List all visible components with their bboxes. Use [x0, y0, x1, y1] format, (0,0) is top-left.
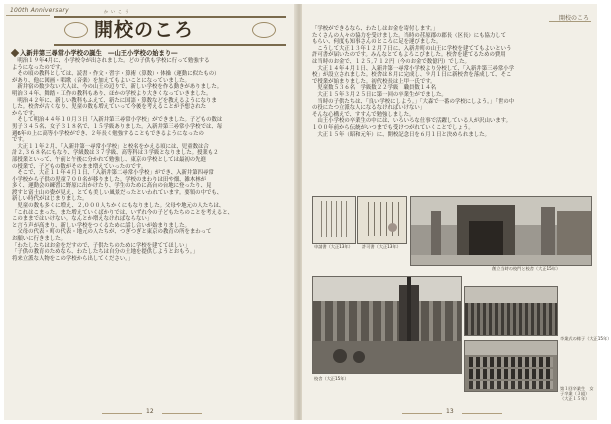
diamond-bullet-icon [11, 49, 19, 57]
photo-school-gate [410, 196, 592, 266]
page-number-right: 13 [446, 408, 454, 415]
title-ruby: かいこう [104, 9, 132, 14]
caption-photo3: 創立当時の校門と校舎（大正15年） [492, 266, 561, 271]
left-body-text: 明治１９年4月に、小学校令が出されました。どの子供も学校に行って勉強する ようになったのです。 その頃の教科としては、読書・作文・習字・算術（算数）・体操（運動に似たもの） があり、他に図画・唱歌（音楽）を加えてもよいことになっていました。 新井宿の数少ない大人は、今の山王の辺りで、新しい学校を作る動きがありました。 明治３４年、舞踏・工作の教科もあり、ほかの学校より大きくなっていきました。 明治４２年に、新しい教科もふえて、新たに国語・算数などを教えるようになりま した。校舎が古くなり、児童の数も増えていって今後を考えることが予想された からです。 そして明治４４年１０月３日「入新井第三尋常小学校」ができました。子どもの数は 男子３４５名、女子３１８名で、１５学級ありました。入新井第三尋常小学校では、毎 週6年の上に高等小学校ができ、２年長く勉強することもできるようになったの です。 大正１１年２月、「入新井第一尋常小学校」と校名をかえる頃には、児童数は合 計２,３６８名にもなり、学級数は３７学級、高等科は３学級となりました。授業も２ 部授業といって、午前と午後に分かれて勉強し、東京の学校としては最初の先進 の授業で、子どもの数がそのまま増えていったのです。 そこで、大正１１年４月１日、「入新井第二尋常小学校」ができ、入新井第四尋常 小学校から子供の児童７００名が移りました。学校のまわりは田や畑、雑木林が 多く、運動会の練習に野原に出かけたり、学生のために高台の台地に登ったり、見 渡すと富士山の姿が見え、とても美しい風景だったといわれています。要領の中でも、 新しい時代がはじまりました。 児童の数も多くに増え、２,０００人ちかくにもなりました。父母や地元の人たちは、 「これはこまった。また増えていくばかりでは、いずれ今の子どもたちのことを考えると、 このままではいけない。なんとか増えなければならない」 と言う声が高まり、新しい学校をつくるために話し合いが始まりました。 父母の代表・町の代表・地元の人たちが、つぎつぎと東京の教育の所をまわって お願いに行きました。 「わたしたちはお金をだすので、子供たちのために学校を建ててほしい」 「子供の教育のためなら、わたしたちは自分の土地を提供しようとおもう。」 将来立派な人物をこの学校から出してください。」 [12, 58, 234, 262]
caption-photo6: 第１回卒業生 女子卒業（３組）（大正１５年） [560, 386, 594, 401]
caption-photo2: 許可書（大正13年） [362, 244, 401, 249]
title-banner [54, 9, 286, 46]
photo-first-graduates [464, 340, 558, 392]
ornament-right-icon [252, 22, 276, 38]
ornament-left-icon [64, 22, 88, 38]
photo-graduation-ceremony [464, 286, 558, 336]
anniversary-label: 100th Anniversary [10, 7, 69, 14]
subheading-text: 入新井第三尋常小学校の誕生 ―山王小学校の始まり― [20, 50, 178, 57]
page-title: 開校のころ [94, 19, 195, 41]
photo-school-building [312, 276, 462, 374]
section-subheading [12, 48, 177, 57]
page-number-ornament-icon [402, 410, 442, 414]
right-page [301, 4, 611, 420]
right-body-text: 「学校ができるなら、わたしはお金を寄付します。」 たくさんの人々の協力を受けました。当時の荏原郡の郡長（区長）にも協力して もらい、何度も知事さんのところに足を運びました。 こうして大正１３年１２月７日に、入新井町の山王に学校を建ててもよいという 許可書が届いたのです。みんなとてもよろこびました。校舎を建てるための費用 は当時のお金で、１２５,７１２円（今のお金で数億円）でした。 大正１４年４月１日、入新井第一尋常小学校より分校して、「入新井第三尋常小学 校」が設立されました。校舎は８月に完成し、９月１日に新校舎を落成して、そこ で授業が始まりました。初代校長は上甲一氏です。 児童数５３６名 学級数２２学級 職員数１４名 大正１５年３月２５日に第一回の卒業生がでました。 当時の子供たちは、「良い学校にしよう。」「大森で一番の学校にしよう。」「世の中 の役にたつ立派な人になるなければいけない」 そんな心構えで、すすんで勉強しました。 山王小学校の卒業生の中には、いろいろな仕事で活躍している人が沢山います。 １００年前から伝統がいつまでも受けつがれていくことでしょう。 大正１５年（昭和元年）に、開校記念日を６月１日と決められました。 [312, 26, 515, 138]
caption-photo5: 卒業式の様子（大正15年） [560, 336, 611, 341]
photo-permit-document [357, 196, 407, 244]
page-number-left: 12 [146, 408, 154, 415]
running-header: 開校のころ [558, 15, 589, 22]
page-number-ornament-icon [462, 410, 502, 414]
caption-photo4: 校舎（大正15年） [314, 376, 349, 381]
left-page [4, 4, 297, 420]
page-number-ornament-icon [162, 410, 202, 414]
page-number-ornament-icon [102, 410, 142, 414]
caption-photo1: 申請書（大正13年） [314, 244, 353, 249]
running-header-rule [549, 21, 591, 22]
photo-application-document [312, 196, 356, 244]
